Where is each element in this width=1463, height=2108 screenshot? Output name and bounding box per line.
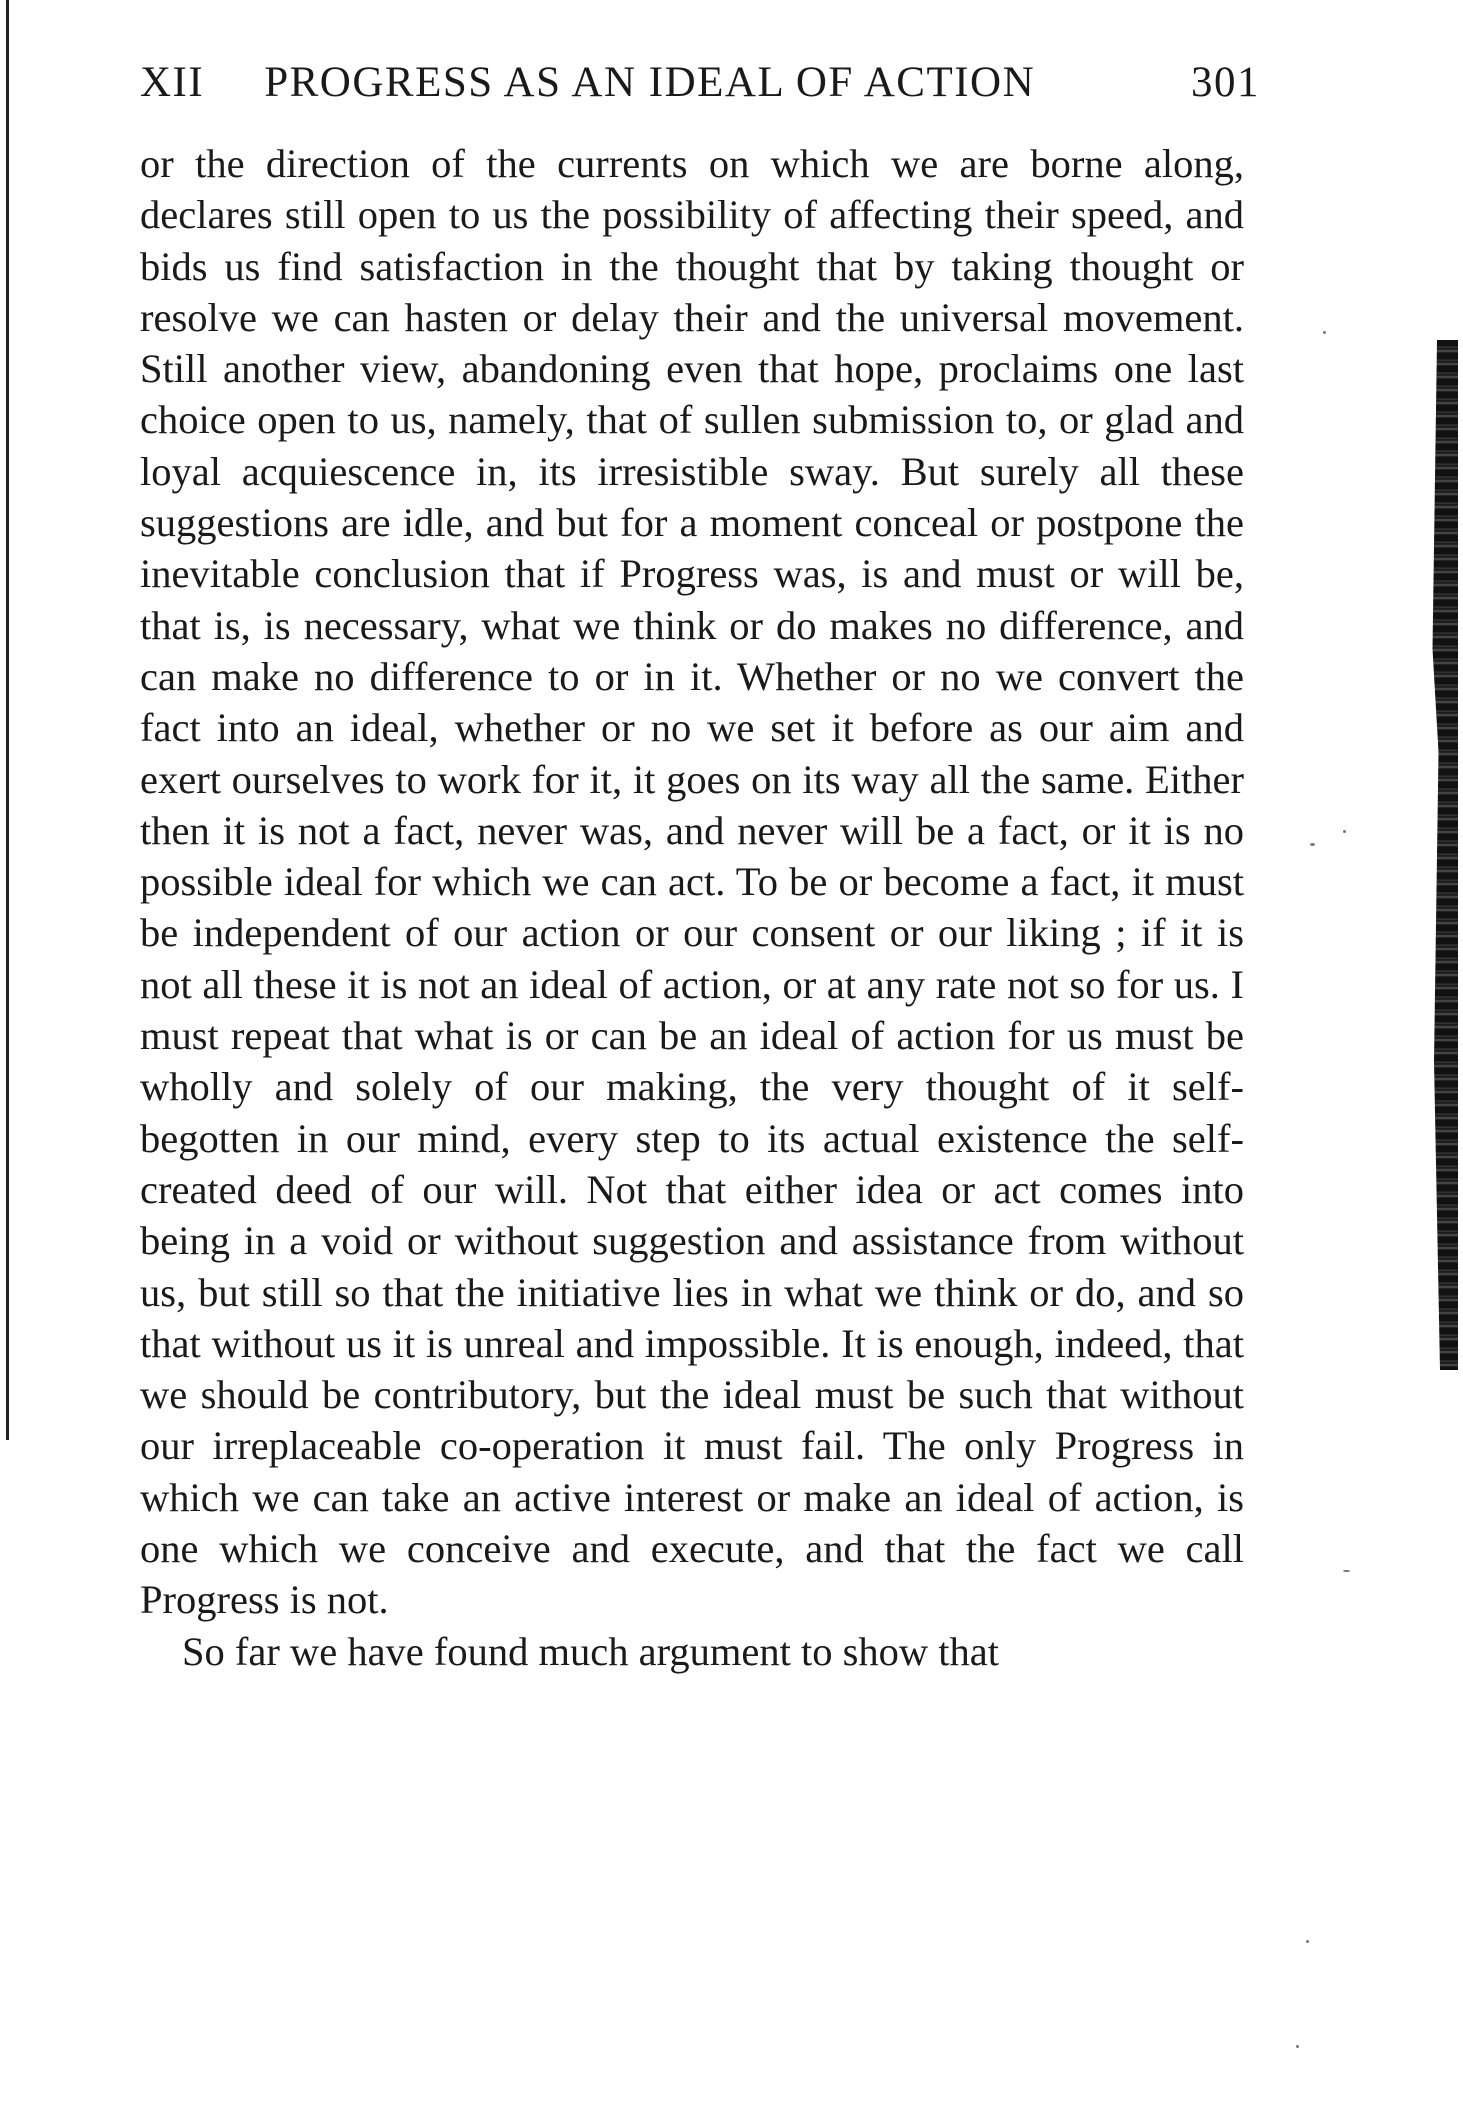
scan-speck: [1343, 830, 1346, 833]
chapter-number: XII: [140, 58, 205, 106]
scan-speck: [1323, 331, 1326, 334]
scan-speck: [1296, 2045, 1299, 2048]
page-gutter-edge: [6, 0, 9, 1440]
body-text: [140, 138, 1244, 1677]
running-head-left: [140, 58, 1035, 107]
scan-speck: [1310, 843, 1315, 846]
scan-speck: [1343, 1570, 1350, 1572]
paragraph: So far we have found much argument to show that: [182, 1628, 999, 1674]
running-head: [140, 52, 1260, 112]
scan-shadow-edge: [1428, 340, 1458, 1370]
scan-speck: [1306, 1940, 1309, 1943]
paragraph: or the direction of the currents on which we are borne along, declares still open to us the possibility of affecting their speed, and bids us find satisfaction in the thought that by taking thought or resolve we can hasten or delay their and the universal movement. Still another view, abandoning even that hope, proclaims one last choice open to us, namely, that of sullen submission to, or glad and loyal acquiescence in, its irresistible sway. But surely all these suggestions are idle, and but for a moment conceal or postpone the inevitable conclusion that if Progress was, is and must or will be, that is, is necessary, what we think or do makes no difference, and can make no difference to or in it. Whether or no we convert the fact into an ideal, whether or no we set it before as our aim and exert ourselves to work for it, it goes on its way all the same. Either then it is not a fact, never was, and never will be a fact, or it is no possible ideal for which we can act. To be or become a fact, it must be independent of our action or our consent or our liking ; if it is not all these it is not an ideal of action, or at any rate not so for us. I must repeat that what is or can be an ideal of action for us must be wholly and solely of our making, the very thought of it self-begotten in our mind, every step to its actual existence the self-created deed of our will. Not that either idea or act comes into being in a void or without suggestion and assistance from without us, but still so that the initiative lies in what we think or do, and so that without us it is unreal and impossible. It is enough, indeed, that we should be contributory, but the ideal must be such that without our irreplaceable co-operation it must fail. The only Progress in which we can take an active interest or make an ideal of action, is one which we conceive and execute, and that the fact we call Progress is not.: [140, 141, 1244, 1623]
page-number: 301: [1191, 58, 1260, 106]
running-title: PROGRESS AS AN IDEAL OF ACTION: [264, 58, 1036, 106]
